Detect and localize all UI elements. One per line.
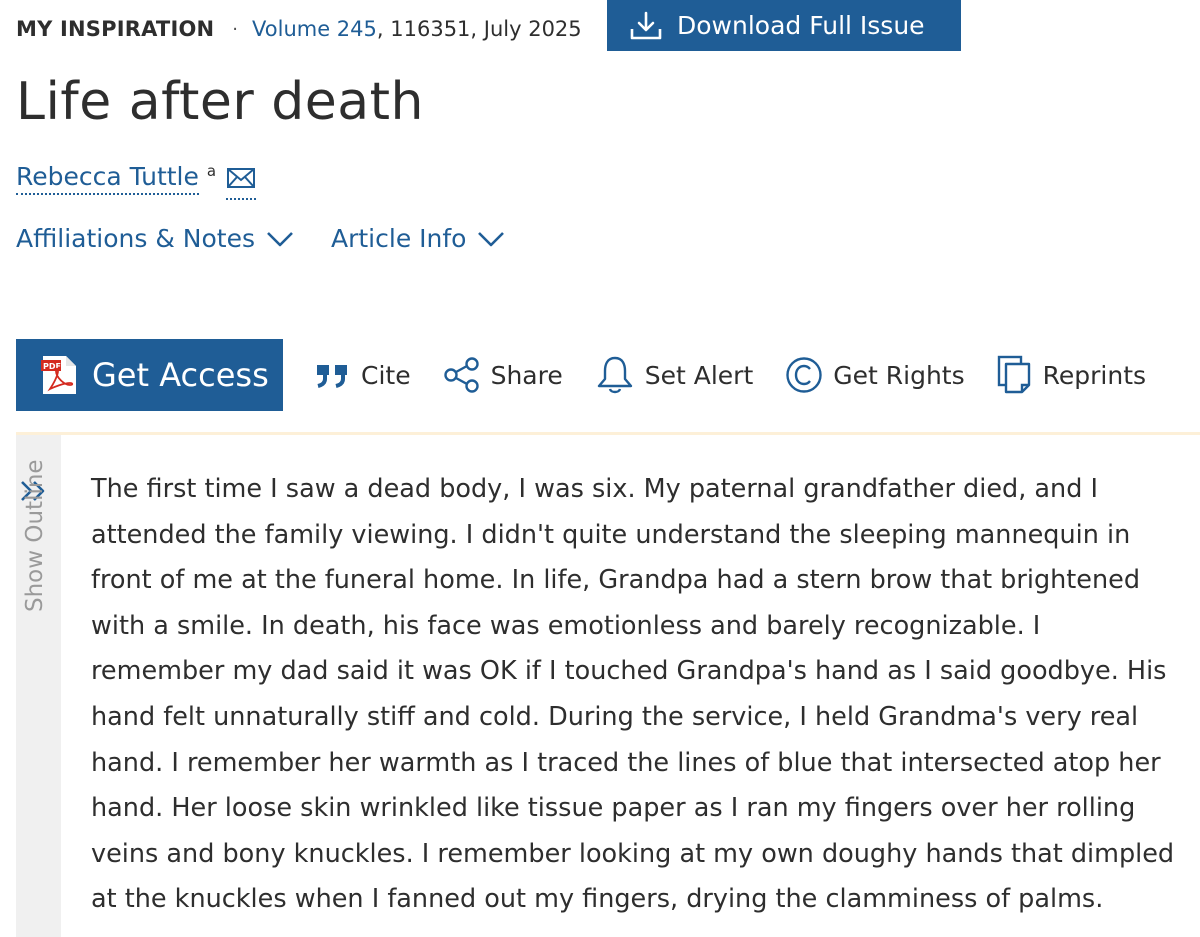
author-link[interactable]: Rebecca Tuttle [16,162,199,195]
issue-details: , 116351, July 2025 [376,17,582,41]
get-rights-button[interactable] [785,356,964,394]
get-rights-label: Get Rights [833,360,965,390]
mail-icon[interactable] [226,166,256,200]
chevron-down-icon [265,230,295,248]
svg-text:PDF: PDF [43,362,61,371]
set-alert-label: Set Alert [644,360,754,390]
article-actions [16,339,1146,411]
download-icon [629,11,663,41]
article-info-label: Article Info [331,224,467,253]
article-title: Life after death [16,72,425,132]
download-full-issue-button[interactable] [607,0,961,51]
get-access-button[interactable] [16,339,283,411]
separator-dot: · [232,18,239,40]
show-outline-label[interactable]: Show Outline [22,459,48,612]
volume-link[interactable]: Volume 245 [252,17,377,41]
section-divider [16,432,1200,435]
reprints-button[interactable] [997,355,1146,395]
set-alert-button[interactable] [595,355,754,395]
reprints-label: Reprints [1042,360,1147,390]
cite-button[interactable] [315,361,411,390]
quote-icon [315,361,351,389]
copyright-icon [785,356,823,394]
share-button[interactable] [443,356,563,394]
article-toggles [16,224,542,253]
reprints-icon [997,355,1033,395]
share-icon [443,356,481,394]
get-access-label: Get Access [92,356,269,394]
affiliation-marker[interactable]: a [206,162,217,180]
cite-label: Cite [361,360,411,390]
article-body-paragraph: The first time I saw a dead body, I was six. My paternal grandfather died, and I attended the family viewing. I didn't quite understand the sleeping mannequin in front of me at the funeral home. In life, Grandpa had a stern brow that brightened with a smile. In death, his face was emotionless and barely recognizable. I remember my dad said it was OK if I touched Grandpa's hand as I said goodbye. His hand felt unnaturally stiff and cold. During the service, I held Grandma's very real hand. I remember her warmth as I traced the lines of blue that intersected atop her hand. Her loose skin wrinkled like tissue paper as I ran my fingers over her rolling veins and bony knuckles. I remember looking at my own doughy hands that dimpled at the knuckles when I fanned out my fingers, drying the clamminess of palms. [91,474,1175,915]
affiliations-label: Affiliations & Notes [16,224,255,253]
affiliations-toggle[interactable] [16,224,295,253]
journal-name: MY INSPIRATION [16,17,215,41]
article-info-toggle[interactable] [331,224,506,253]
download-label: Download Full Issue [677,11,925,40]
bell-icon [595,355,635,395]
chevron-down-icon [476,230,506,248]
journal-meta [16,14,582,44]
pdf-icon [40,355,78,395]
share-label: Share [490,360,563,390]
author-row [16,162,256,200]
